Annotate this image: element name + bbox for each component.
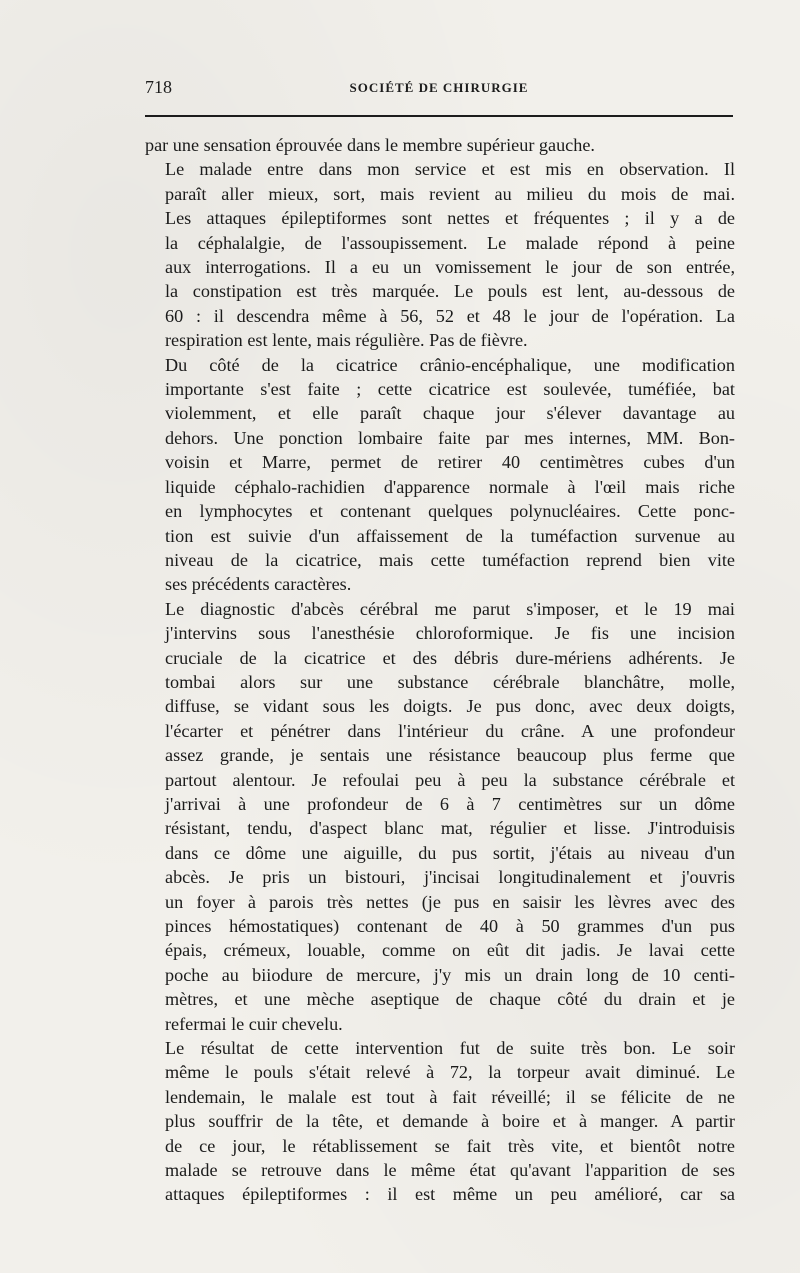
text-line: l'écarter et pénétrer dans l'intérieur du crâne. A une profondeur	[165, 720, 735, 741]
text-line: la céphalalgie, de l'assoupissement. Le malade répond à peine	[165, 232, 735, 253]
running-title: SOCIÉTÉ DE CHIRURGIE	[349, 80, 529, 95]
text-line: Les attaques épileptiformes sont nettes et fréquentes ; il y a de	[165, 208, 735, 229]
paragraph	[145, 597, 735, 1036]
text-line: résistant, tendu, d'aspect blanc mat, régulier et lisse. J'introduisis	[165, 818, 735, 839]
text-line: voisin et Marre, permet de retirer 40 centimètres cubes d'un	[165, 452, 735, 473]
body-text	[145, 133, 735, 1207]
text-line: même le pouls s'était relevé à 72, la torpeur avait diminué. Le	[165, 1062, 735, 1083]
paragraph	[145, 1036, 735, 1207]
text-line: Du côté de la cicatrice crânio-encéphalique, une modification	[165, 354, 735, 375]
text-line: pinces hémostatiques) contenant de 40 à 50 grammes d'un pus	[165, 916, 735, 936]
text-line: partout alentour. Je refoulai peu à peu la substance cérébrale et	[165, 769, 735, 790]
text-line: en lymphocytes et contenant quelques polynucléaires. Cette ponc-	[165, 501, 735, 522]
paragraph	[145, 353, 735, 597]
page-number: 718	[145, 77, 172, 97]
text-line: 60 : il descendra même à 56, 52 et 48 le jour de l'opération. La	[165, 305, 735, 326]
text-line: épais, crémeux, louable, comme on eût dit jadis. Je lavai cette	[165, 940, 735, 961]
paragraph	[145, 133, 735, 157]
text-line: cruciale de la cicatrice et des débris dure-mériens adhérents. Je	[165, 647, 735, 668]
text-line: dans ce dôme une aiguille, du pus sortit, j'étais au niveau d'un	[165, 842, 735, 863]
text-line: j'arrivai à une profondeur de 6 à 7 centimètres sur un dôme	[165, 793, 735, 814]
text-line: poche au biiodure de mercure, j'y mis un drain long de 10 centi-	[165, 964, 735, 985]
text-line: Le résultat de cette intervention fut de suite très bon. Le soir	[165, 1038, 735, 1059]
text-line: mètres, et une mèche aseptique de chaque côté du drain et je	[165, 989, 735, 1010]
header-rule	[145, 115, 733, 117]
text-line: dehors. Une ponction lombaire faite par mes internes, MM. Bon-	[165, 427, 735, 448]
text-line: abcès. Je pris un bistouri, j'incisai longitudinalement et j'ouvris	[165, 867, 735, 888]
text-line: assez grande, je sentais une résistance beaucoup plus ferme que	[165, 745, 735, 766]
text-line: Le diagnostic d'abcès cérébral me parut s'imposer, et le 19 mai	[165, 598, 735, 619]
text-line: violemment, et elle paraît chaque jour s'élever davantage au	[165, 403, 735, 424]
text-line: malade se retrouve dans le même état qu'avant l'apparition de ses	[165, 1160, 735, 1181]
text-line: ses précédents caractères.	[165, 574, 352, 595]
paragraph	[145, 157, 735, 352]
text-line: la constipation est très marquée. Le pouls est lent, au-dessous de	[165, 281, 735, 302]
running-head	[145, 76, 733, 100]
text-line: j'intervins sous l'anesthésie chloroformique. Je fis une incision	[165, 623, 735, 644]
text-line: diffuse, se vidant sous les doigts. Je pus donc, avec deux doigts,	[165, 696, 735, 717]
text-line: importante s'est faite ; cette cicatrice est soulevée, tuméfiée, bat	[165, 379, 735, 400]
text-line: lendemain, le malale est tout à fait réveillé; il se félicite de ne	[165, 1086, 735, 1107]
text-line: refermai le cuir chevelu.	[165, 1013, 343, 1034]
text-line: tion est suivie d'un affaissement de la tuméfaction survenue au	[165, 525, 735, 546]
text-line: attaques épileptiformes : il est même un peu amélioré, car sa	[165, 1184, 735, 1205]
text-line: un foyer à parois très nettes (je pus en saisir les lèvres avec des	[165, 891, 735, 912]
text-line: niveau de la cicatrice, mais cette tuméfaction reprend bien vite	[165, 549, 735, 570]
text-line: liquide céphalo-rachidien d'apparence normale à l'œil mais riche	[165, 476, 735, 497]
text-line: de ce jour, le rétablissement se fait très vite, et bientôt notre	[165, 1135, 735, 1156]
text-line: respiration est lente, mais régulière. Pas de fièvre.	[165, 330, 528, 351]
text-line: paraît aller mieux, sort, mais revient au milieu du mois de mai.	[165, 183, 735, 204]
text-line: par une sensation éprouvée dans le membre supérieur gauche.	[145, 135, 595, 155]
text-line: tombai alors sur une substance cérébrale blanchâtre, molle,	[165, 671, 735, 692]
text-line: aux interrogations. Il a eu un vomissement le jour de son entrée,	[165, 257, 735, 278]
text-line: plus souffrir de la tête, et demande à boire et à manger. A partir	[165, 1111, 735, 1132]
text-line: Le malade entre dans mon service et est mis en observation. Il	[165, 159, 735, 180]
